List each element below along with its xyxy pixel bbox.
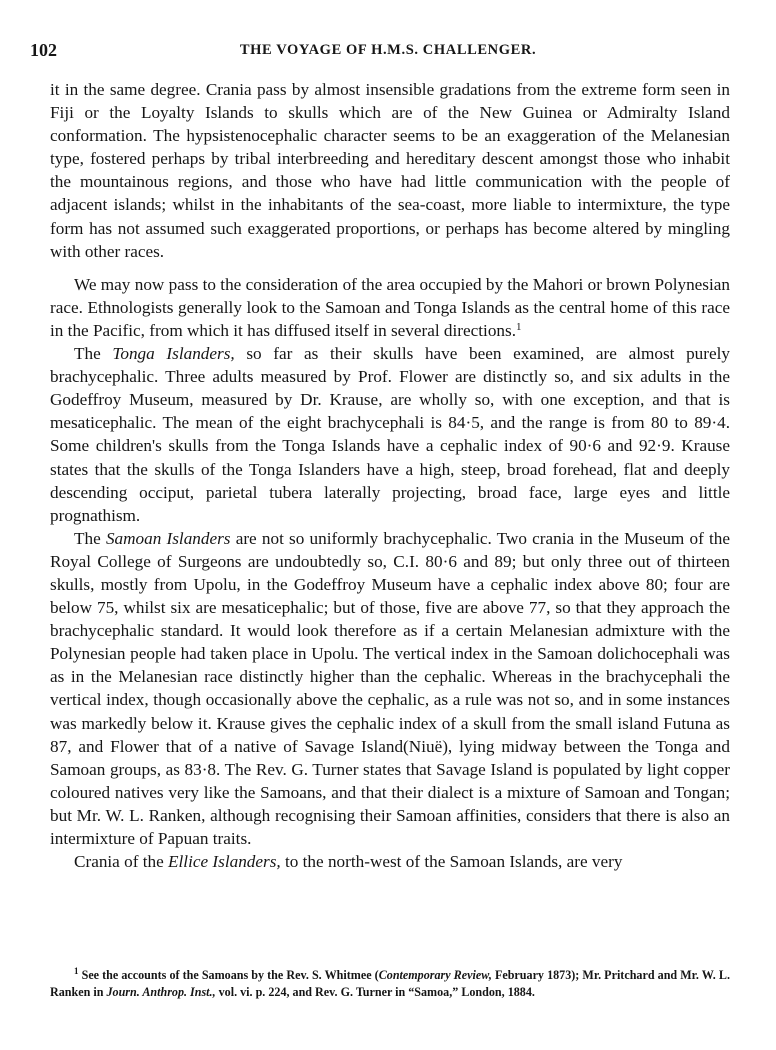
- paragraph-3-lead: The: [74, 344, 113, 364]
- page-header: [30, 40, 746, 64]
- running-title: THE VOYAGE OF H.M.S. CHALLENGER.: [239, 42, 537, 58]
- paragraph-4-lead: The: [74, 528, 106, 548]
- paragraph-3-text: so far as their skulls have been examined, are almost purely brachycephalic. Three adults measured by Prof. Flower are distinctly so, and six adults in the Godeffroy Museum, measured by Dr. Krause, are wholly so, with one exception, and that is mesaticephalic. The mean of the eight brachycephali is 84·5, and the range is from 80 to 89·4. Some children's skulls from the Tonga Islands have a cephalic index of 90·6 and 92·9. Krause states that the skulls of the Tonga Islanders have a high, steep, broad forehead, flat and deeply descending occiput, parietal tubera laterally projecting, broad face, large eyes and little prognathism.: [50, 344, 730, 525]
- footnote: [50, 967, 730, 1001]
- paragraph-2-text: We may now pass to the consideration of the area occupied by the Mahori or brown Polynesian race. Ethnologists generally look to the Samoan and Tonga Islands as the central home of this race in the Pacific, from which it has diffused itself in several directions.: [50, 274, 730, 340]
- paragraph-5-text: to the north-west of the Samoan Islands, are very: [280, 852, 623, 872]
- footnote-emphasis-a: Contemporary Review,: [378, 968, 492, 982]
- footnote-text-b: February 1873); Mr. Pritchard and Mr. W. L. Ranken in: [50, 968, 730, 999]
- footnote-reference: 1: [516, 320, 522, 333]
- body-text: [50, 78, 730, 873]
- paragraph-5-emphasis: Ellice Islanders,: [168, 852, 281, 872]
- paragraph-4-emphasis: Samoan Islanders: [105, 528, 231, 548]
- paragraph-1: it in the same degree. Crania pass by almost insensible gradations from the extreme form seen in Fiji or the Loyalty Islands to skulls which are of the New Guinea or Admiralty Island conformation. The hypsistenocephalic character seems to be an exaggeration of the Melanesian type, fostered perhaps by tribal interbreeding and hereditary descent amongst those who inhabit the mountainous regions, and those who have had little communication with the people of adjacent islands; whilst in the inhabitants of the sea-coast, more liable to intermixture, the type form has not assumed such exaggerated proportions, or perhaps has become altered by mingling with other races.: [50, 80, 730, 261]
- footnote-marker: 1: [74, 966, 79, 977]
- footnote-text-c: vol. vi. p. 224, and Rev. G. Turner in “Samoa,” London, 1884.: [215, 985, 535, 999]
- paragraph-5: [50, 850, 730, 873]
- paragraph-2: [50, 273, 730, 342]
- page-number: 102: [30, 40, 57, 60]
- footnote-text-a: See the accounts of the Samoans by the Rev. S. Whitmee (: [78, 968, 379, 982]
- paragraph-4-text: are not so uniformly brachycephalic. Two crania in the Museum of the Royal College of Surgeons are undoubtedly so, C.I. 80·6 and 89; but only three out of thirteen skulls, mostly from Upolu, in the Godeffroy Museum have a cephalic index above 80; four are below 75, whilst six are mesaticephalic; but of those, five are above 77, so that they approach the brachycephalic standard. It would look therefore as if a certain Melanesian admixture with the Polynesian people had taken place in Upolu. The vertical index in the Samoan dolichocephali was as in the Melanesian race distinctly higher than the cephalic. Whereas in the brachycephali the vertical index, though occasionally above the cephalic, as a rule was not so, and in some instances was markedly below it. Krause gives the cephalic index of a skull from the small island Futuna as 87, and Flower that of a native of Savage Island(Niuë), lying midway between the Tonga and Samoan groups, as 83·8. The Rev. G. Turner states that Savage Island is populated by light copper coloured natives very like the Samoans, and that their dialect is a mixture of Samoan and Tongan; but Mr. W. L. Ranken, although recognising their Samoan affinities, considers that there is also an intermixture of Papuan traits.: [50, 528, 730, 848]
- footnote-emphasis-b: Journ. Anthrop. Inst.,: [106, 985, 216, 999]
- paragraph-5-lead: Crania of the: [74, 852, 169, 872]
- paragraph-3: [50, 342, 730, 527]
- paragraph-4: [50, 527, 730, 850]
- paragraph-3-emphasis: Tonga Islanders,: [112, 344, 235, 364]
